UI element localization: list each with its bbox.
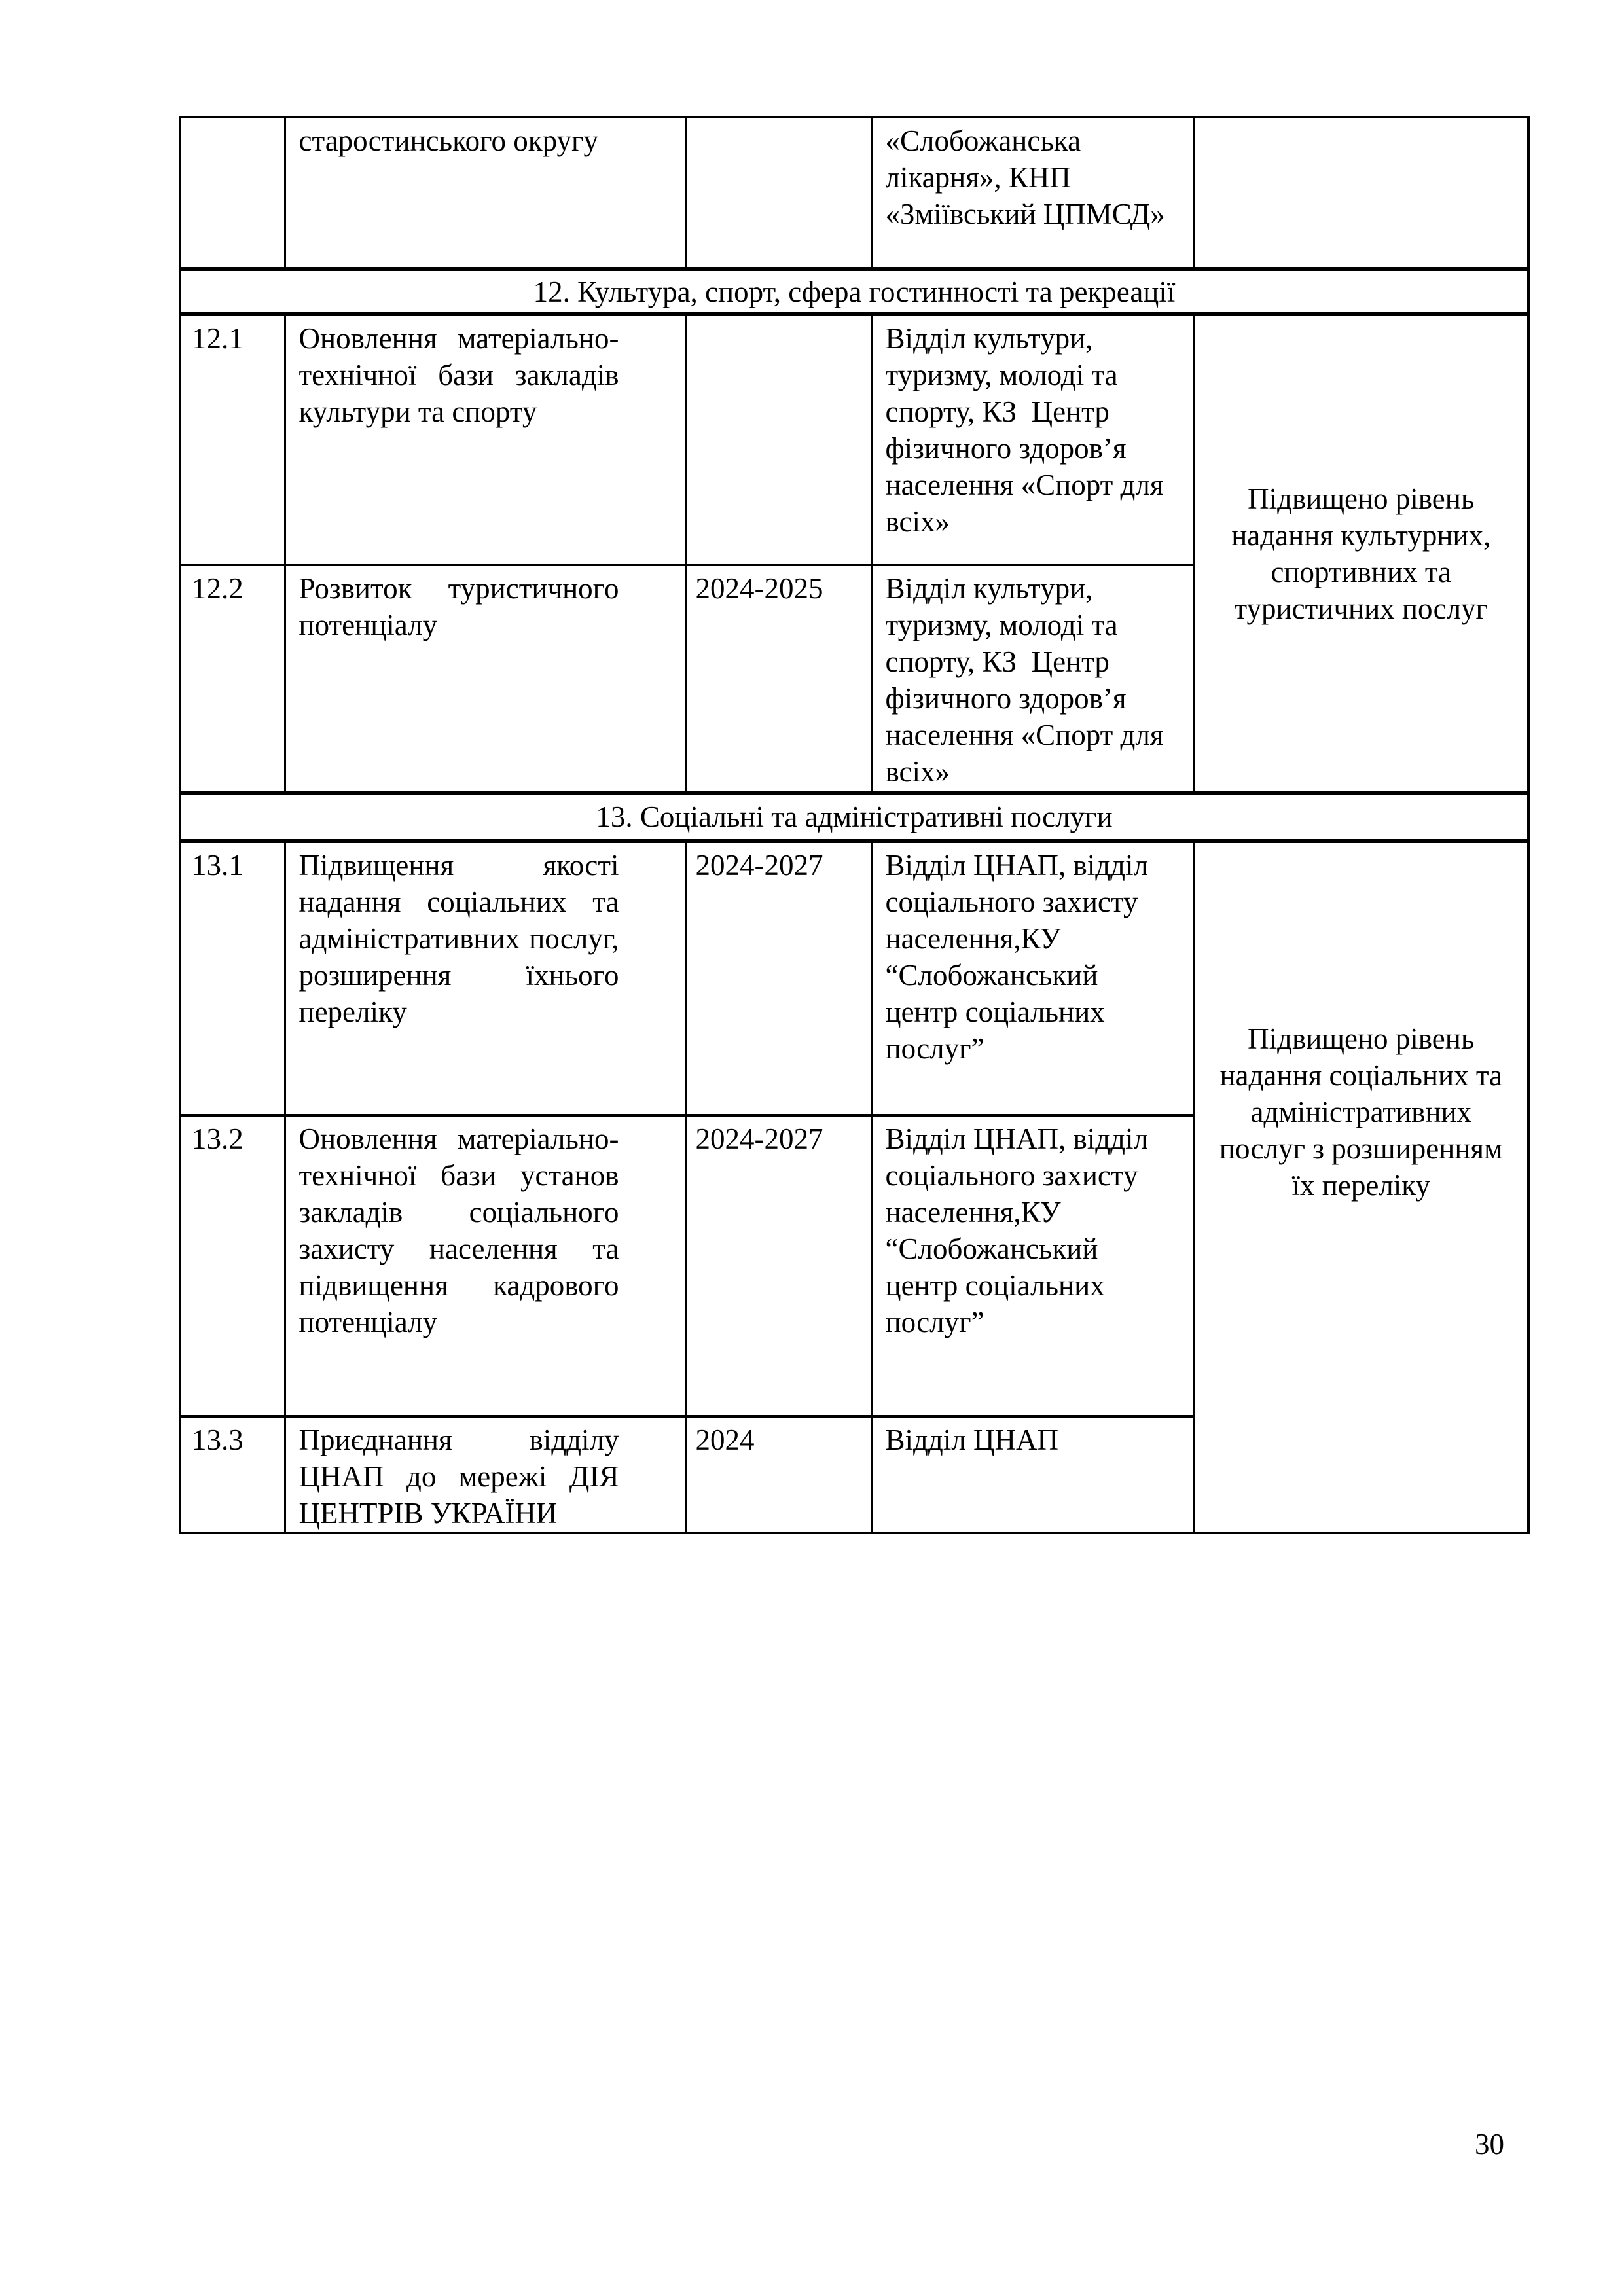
page-number: 30 bbox=[1475, 2128, 1504, 2161]
cell-activity: старостинського округу bbox=[285, 117, 685, 269]
table-row-continuation bbox=[180, 117, 1528, 269]
section-header-row-12 bbox=[180, 269, 1528, 314]
cell-responsible: Відділ культури, туризму, молоді та спорту, КЗ Центр фізичного здоров’я населення «Спорт для всіх» bbox=[871, 314, 1194, 565]
cell-num: 12.2 bbox=[180, 565, 285, 793]
cell-result-merged: Підвищено рівень надання культурних, спортивних та туристичних послуг bbox=[1194, 314, 1528, 793]
cell-term: 2024-2027 bbox=[685, 1115, 871, 1416]
cell-activity: Підвищення якості надання соціальних та адміністративних послуг, розширення їхнього переліку bbox=[285, 841, 685, 1115]
section-header: 13. Соціальні та адміністративні послуги bbox=[180, 793, 1528, 841]
cell-result-merged: Підвищено рівень надання соціальних та адміністративних послуг з розширенням їх переліку bbox=[1194, 841, 1528, 1533]
cell-responsible: Відділ культури, туризму, молоді та спорту, КЗ Центр фізичного здоров’я населення «Спорт для всіх» bbox=[871, 565, 1194, 793]
cell-responsible: Відділ ЦНАП, відділ соціального захисту населення,КУ “Слобожанський центр соціальних послуг” bbox=[871, 1115, 1194, 1416]
cell-activity: Оновлення матеріально-технічної бази установ закладів соціального захисту населення та підвищення кадрового потенціалу bbox=[285, 1115, 685, 1416]
section-header-row-13 bbox=[180, 793, 1528, 841]
section-header: 12. Культура, спорт, сфера гостинності та рекреації bbox=[180, 269, 1528, 314]
cell-term: 2024-2027 bbox=[685, 841, 871, 1115]
cell-num: 13.1 bbox=[180, 841, 285, 1115]
cell-responsible: «Слобожанська лікарня», КНП «Зміївський ЦПМСД» bbox=[871, 117, 1194, 269]
table-row bbox=[180, 314, 1528, 565]
cell-result bbox=[1194, 117, 1528, 269]
program-table bbox=[179, 116, 1530, 1534]
cell-num: 13.3 bbox=[180, 1416, 285, 1533]
cell-activity: Оновлення матеріально-технічної бази закладів культури та спорту bbox=[285, 314, 685, 565]
cell-responsible: Відділ ЦНАП bbox=[871, 1416, 1194, 1533]
cell-activity: Приєднання відділу ЦНАП до мережі ДІЯ ЦЕНТРІВ УКРАЇНИ bbox=[285, 1416, 685, 1533]
cell-term: 2024-2025 bbox=[685, 565, 871, 793]
cell-activity: Розвиток туристичного потенціалу bbox=[285, 565, 685, 793]
cell-term bbox=[685, 314, 871, 565]
cell-num: 13.2 bbox=[180, 1115, 285, 1416]
cell-num: 12.1 bbox=[180, 314, 285, 565]
cell-term: 2024 bbox=[685, 1416, 871, 1533]
table-row bbox=[180, 841, 1528, 1115]
cell-responsible: Відділ ЦНАП, відділ соціального захисту населення,КУ “Слобожанський центр соціальних послуг” bbox=[871, 841, 1194, 1115]
cell-num bbox=[180, 117, 285, 269]
cell-term bbox=[685, 117, 871, 269]
